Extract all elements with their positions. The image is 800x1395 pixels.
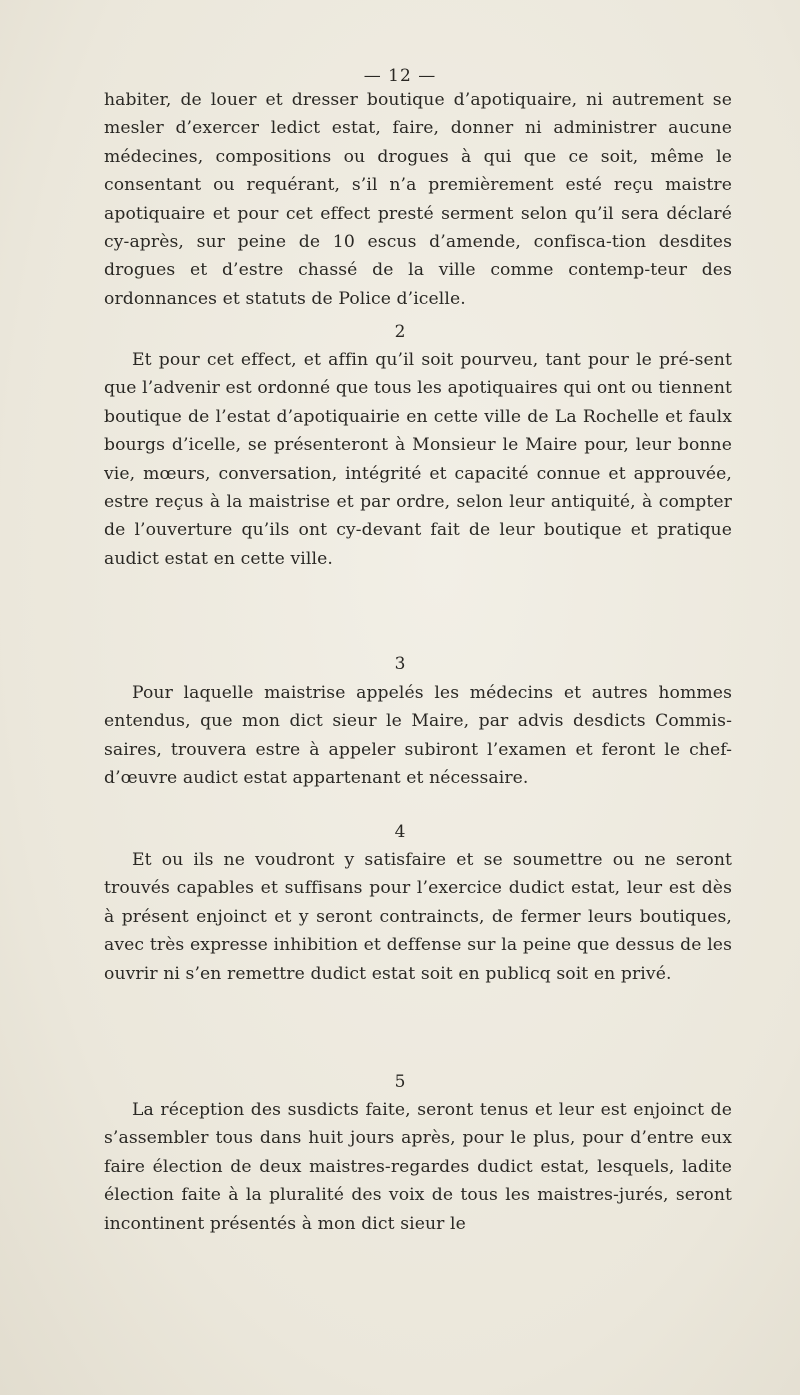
article-3-text: Pour laquelle maistrise appelés les médecins et autres hommes entendus, que mon dict sieur le Maire, par advis desdicts Commis-saires, trouvera estre à appeler subiront l’examen et feront le chef-d’œuvre audict estat appartenant et nécessaire. bbox=[104, 683, 732, 789]
article-number-2: 2 bbox=[394, 322, 406, 342]
article-2-text: Et pour cet effect, et affin qu’il soit pourveu, tant pour le pré-sent que l’advenir est ordonné que tous les apotiquaires qui ont ou tiennent boutique de l’estat d’apotiquairie en cette ville de La Rochelle et faulx bourgs d’icelle, se présenteront à Monsieur le Maire pour, leur bonne vie, mœurs, conversation, intégrité et capacité connue et approuvée, estre reçus à la maistrise et par ordre, selon leur antiquité, à compter de l’ouverture qu’ils ont cy-devant fait de leur boutique et pratique audict estat en cette ville. bbox=[104, 350, 732, 569]
paragraph-continuation: habiter, de louer et dresser boutique d’apotiquaire, ni autrement se mesler d’exercer ledict estat, faire, donner ni administrer aucune médecines, compositions ou drogues à qui que ce soit, même le consentant ou requérant, s’il n’a premièrement esté reçu maistre apotiquaire et pour cet effect presté serment selon qu’il sera déclaré cy-après, sur peine de 10 escus d’amende, confisca-tion desdites drogues et d’estre chassé de la ville comme contemp-teur des ordonnances et statuts de Police d’icelle. bbox=[104, 90, 732, 309]
article-number-3: 3 bbox=[394, 654, 406, 674]
article-5-text: La réception des susdicts faite, seront tenus et leur est enjoinct de s’assembler tous dans huit jours après, pour le plus, pour d’entre eux faire élection de deux maistres-regardes dudict estat, lesquels, ladite élection faite à la pluralité des voix de tous les maistres-jurés, seront incontinent présentés à mon dict sieur le bbox=[104, 1100, 732, 1234]
article-number-5: 5 bbox=[394, 1072, 406, 1092]
page-number: — 12 — bbox=[363, 66, 437, 86]
article-number-4: 4 bbox=[394, 822, 406, 842]
article-4-text: Et ou ils ne voudront y satisfaire et se soumettre ou ne seront trouvés capables et suffisans pour l’exercice dudict estat, leur est dès à présent enjoinct et y seront contraincts, de fermer leurs boutiques, avec très expresse inhibition et deffense sur la peine que dessus de les ouvrir ni s’en remettre dudict estat soit en publicq soit en privé. bbox=[104, 850, 732, 984]
